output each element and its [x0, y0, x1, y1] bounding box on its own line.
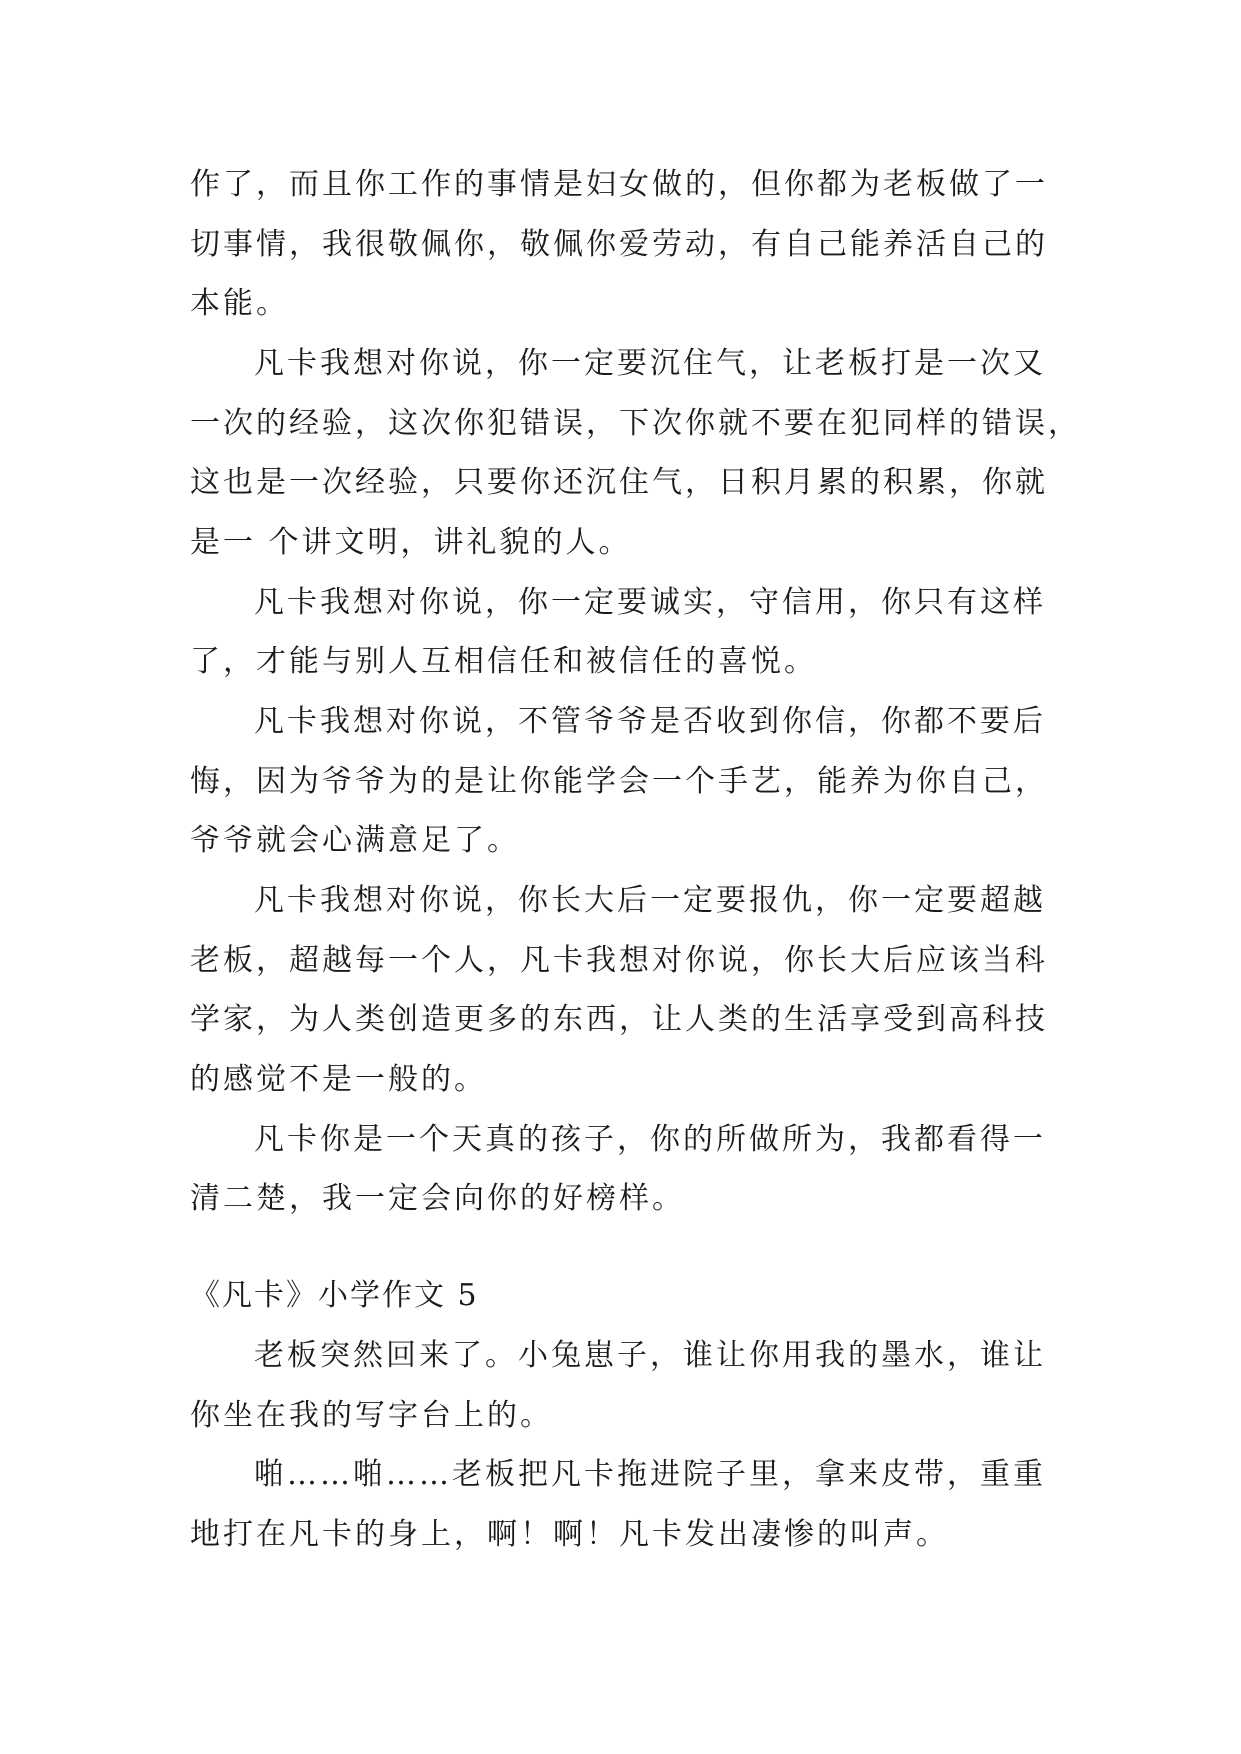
text-line: 悔，因为爷爷为的是让你能学会一个手艺，能养为你自己， — [190, 764, 1048, 799]
text-line: 切事情，我很敬佩你，敬佩你爱劳动，有自己能养活自己的 — [190, 227, 1048, 262]
paragraph-start-line: 凡卡我想对你说，你长大后一定要报仇，你一定要超越 — [254, 883, 1046, 918]
paragraph-start-line: 凡卡我想对你说，你一定要沉住气，让老板打是一次又 — [254, 346, 1046, 381]
paragraph-start-line: 凡卡我想对你说，不管爷爷是否收到你信，你都不要后 — [254, 704, 1046, 739]
text-line: 老板，超越每一个人，凡卡我想对你说，你长大后应该当科 — [190, 943, 1048, 978]
paragraph-start-line: 老板突然回来了。小兔崽子，谁让你用我的墨水，谁让 — [254, 1338, 1046, 1373]
section-heading: 《凡卡》小学作文 5 — [190, 1278, 479, 1313]
text-line: 地打在凡卡的身上，啊！啊！凡卡发出凄惨的叫声。 — [190, 1517, 949, 1552]
paragraph-start-line: 凡卡你是一个天真的孩子，你的所做所为，我都看得一 — [254, 1122, 1046, 1157]
text-line: 本能。 — [190, 286, 289, 321]
text-line: 学家，为人类创造更多的东西，让人类的生活享受到高科技 — [190, 1002, 1048, 1037]
text-line: 了，才能与别人互相信任和被信任的喜悦。 — [190, 644, 817, 679]
text-line: 你坐在我的写字台上的。 — [190, 1398, 553, 1433]
text-line: 爷爷就会心满意足了。 — [190, 823, 520, 858]
paragraph-start-line: 啪……啪……老板把凡卡拖进院子里，拿来皮带，重重 — [254, 1457, 1046, 1492]
text-line: 这也是一次经验，只要你还沉住气，日积月累的积累，你就 — [190, 465, 1048, 500]
text-line: 清二楚，我一定会向你的好榜样。 — [190, 1181, 685, 1216]
text-line: 是一 个讲文明，讲礼貌的人。 — [190, 525, 632, 560]
paragraph-start-line: 凡卡我想对你说，你一定要诚实，守信用，你只有这样 — [254, 585, 1046, 620]
text-line: 作了，而且你工作的事情是妇女做的，但你都为老板做了一 — [190, 167, 1048, 202]
text-line: 一次的经验，这次你犯错误，下次你就不要在犯同样的错误， — [190, 406, 1081, 441]
text-line: 的感觉不是一般的。 — [190, 1062, 487, 1097]
